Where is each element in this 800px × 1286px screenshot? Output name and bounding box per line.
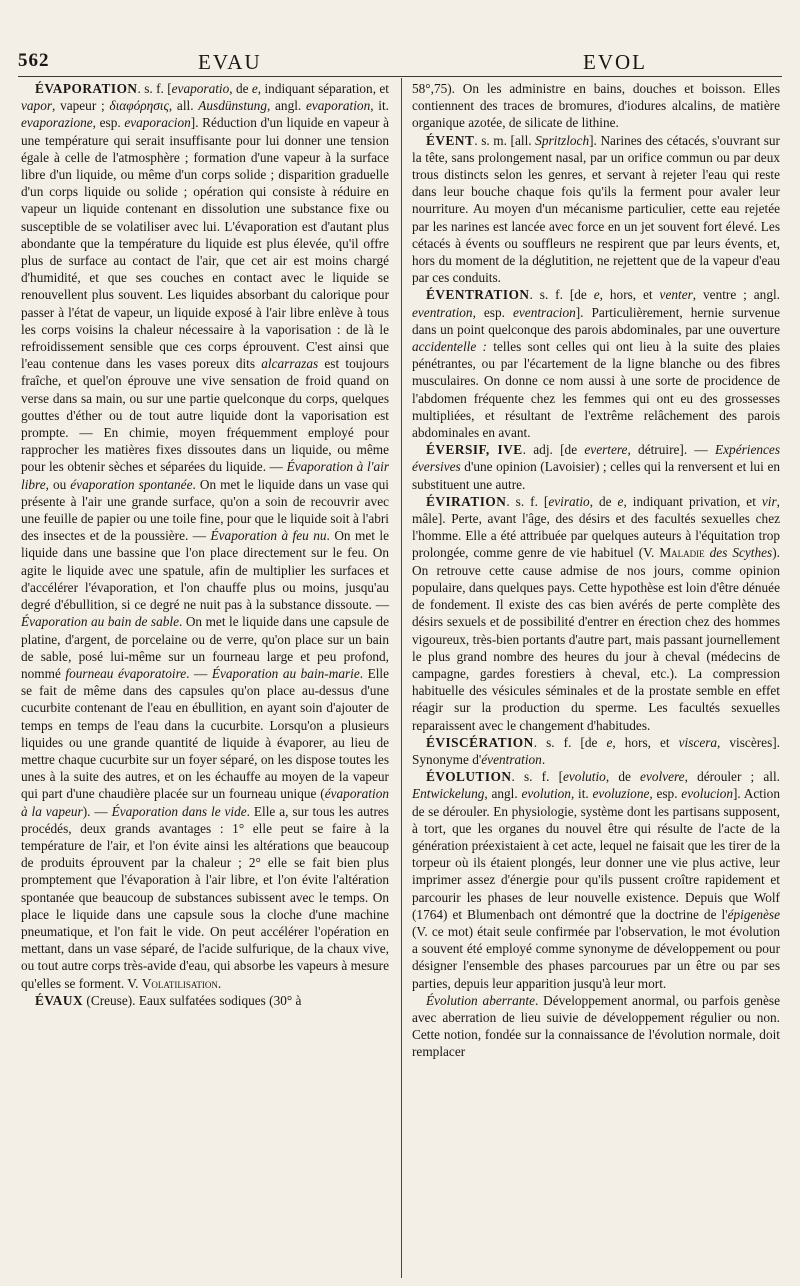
entry-eviration: ÉVIRATION. s. f. [eviratio, de e, indiquant privation, et vir, mâle]. Perte, avant l'âge, des désirs et des facultés sexuelles chez l'homme. Elle a été attribuée par quelques auteurs à l'équitation trop prolongée, comme genre de vie habituel (V. Maladie des Scythes). On retrouve cette cause admise de nos jours, comme opinion populaire, dans quelques pays. Cette hypothèse est loin d'être dénuée de fondement. Il existe des cas bien avérés de perte complète des désirs sexuels et de possibilité d'entrer en érection chez des hommes vigoureux, très-bien portants d'autre part, mais passant journellement le plus grand nombre des heures du jour à cheval (médecins de campagne, gardes forestiers à cheval, etc.). La compression habituelle des vésicules séminales et de la prostate semble en effet réagir sur la production du sperme. Les facultés sexuelles reparaissent avec le changement d'habitudes. xyxy=(412,493,780,733)
entry-evolution-aberrante: Évolution aberrante. Développement anormal, ou parfois genèse avec aberration de lieu suivie de développement régulier ou non. Cette notion, fondée sur la connaissance de l'évolution normale, doit remplacer xyxy=(412,992,780,1060)
entry-evaux-continued: 58°,75). On les administre en bains, douches et boisson. Elles contiennent des traces de bromures, d'iodures alcalins, de matière organique azotée, de silicate de lithine. xyxy=(412,81,780,131)
left-column xyxy=(21,80,389,1009)
headword-eviscération: ÉVISCÉRATION xyxy=(426,734,534,750)
headword-evaporation: ÉVAPORATION xyxy=(35,81,138,96)
entry-eviscération: ÉVISCÉRATION. s. f. [de e, hors, et viscera, viscères]. Synonyme d'éventration. xyxy=(412,734,780,767)
page-number: 562 xyxy=(18,50,50,71)
right-column xyxy=(412,80,780,1061)
entry-evaux: ÉVAUX (Creuse). Eaux sulfatées sodiques (30° à xyxy=(35,992,302,1008)
headword-evaux: ÉVAUX xyxy=(35,992,84,1008)
entry-eventration: ÉVENTRATION. s. f. [de e, hors, et venter, ventre ; angl. eventration, esp. eventracion]. Particulièrement, hernie survenue dans un point quelconque des parois abdominales, par une ouverture accidentelle : telles sont celles qui ont lieu à la suite des plaies pénétrantes, ou par l'écartement de la ligne blanche ou des fibres musculaires. On donne ce nom aussi à une sorte de procidence de l'abdomen fréquente chez les femmes qui ont eu des grossesses multipliées, et résultant de l'extrême relâchement des parois abdominales en avant. xyxy=(412,287,781,441)
headword-eventration: ÉVENTRATION xyxy=(426,287,530,303)
running-head xyxy=(18,50,782,76)
entry-event: ÉVENT. s. m. [all. Spritzloch]. Narines des cétacés, s'ouvrant sur la tête, sans prolongement nasal, par un orifice commun ou par deux trous distincts selon les genres, et servant à rejeter l'eau qui reste dans leur bouche chaque fois qu'ils la ferment pour avaler leur nourriture. Au moyen d'un mécanisme particulier, cette eau rejetée par les narines est lancée avec force en un jet souvent fort élevé. Les cétacés à évents ou souffleurs ne respirent que par leurs évents, et, hors du moment de la déglutition, ne rejettent que de la vapeur d'eau par ces conduits. xyxy=(412,132,780,286)
headword-eviration: ÉVIRATION xyxy=(426,493,507,509)
entry-evaporation: ÉVAPORATION. s. f. [evaporatio, de e, indiquant séparation, et vapor, vapeur ; διαφόρησις, all. Ausdünstung, angl. evaporation, it. evaporazione, esp. evaporacion]. Réduction d'un liquide en vapeur à une température qui serait insuffisante pour lui donner une tension égale à celle de l'atmosphère ; formation d'une vapeur à la surface libre d'un liquide, ou même d'un corps solide ; disparition graduelle d'un corps liquide ou solide ; opération qui consiste à réduire en vapeur un liquide contenant en dissolution une substance fixe ou susceptible de se volatiliser avec lui. L'évaporation est d'autant plus abondante que la température du liquide est plus élevée, qu'il offre plus de surface au contact de l'air, que cet air est moins chargé d'humidité, et que ses couches en contact avec le liquide se renouvellent plus souvent. Les liquides absorbant du calorique pour passer à l'état de vapeur, un liquide exposé à l'air libre enlève à tous les corps voisins la chaleur nécessaire à la vaporisation : de là le refroidissement sensible que ces corps éprouvent. C'est ainsi que l'eau contenue dans les vases poreux dits alcarrazas est toujours fraîche, et quel'on éprouve une vive sensation de froid quand on verse dans sa main, ou sur une partie quelconque du corps, quelques gouttes d'éther ou de tout autre liquide dont la vaporisation est prompte. — En chimie, moyen fréquemment employé pour rapprocher les matières fixes dissoutes dans un liquide, ou même pour les obtenir sèches et séparées du liquide. — Évaporation à l'air libre, ou évaporation spontanée. On met le liquide dans un vase qui présente à l'air une grande surface, qu'on a soin de recouvrir avec une feuille de papier ou une toile fine, pour que le liquide soit à l'abri des insectes et de la poussière. — Évaporation à feu nu. On met le liquide dans une bassine que l'on place directement sur le feu. On agite le liquide avec une spatule, afin de multiplier les surfaces et d'accélérer l'évaporation, et l'on chauffe plus ou moins, jusqu'au degré d'ébullition, si ce degré ne nuit pas à la substance dissoute. — Évaporation au bain de sable. On met le liquide dans une capsule de platine, d'argent, de porcelaine ou de verre, qu'on place sur un bain de sable, posé lui-même sur un fourneau large et peu profond, nommé fourneau évaporatoire. — Évaporation au bain-marie. Elle se fait de même dans des capsules qu'on place au-dessus d'une cucurbite contenant de l'eau en ébullition, en ayant soin d'ajouter de temps en temps de l'eau dans la cucurbite. Lorsqu'on a plusieurs liquides ou une grande quantité de liquide à évaporer, au lieu de mettre chaque cucurbite sur un foyer séparé, on les dispose toutes les unes à la suite des autres, et on les échauffe au moyen de la vapeur qui part d'une chaudière placée sur un fourneau unique (évaporation à la vapeur). — Évaporation dans le vide. Elle a, sur tous les autres procédés, deux grands avantages : 1° elle peut se faire à la température de l'air, et l'on évite ainsi les altérations que beaucoup de produits éprouvent par la chaleur ; 2° elle se fait bien plus promptement que l'évaporation à l'air libre, et l'on évite l'altération spontanée que beaucoup de substances subissent avec le temps. On place le liquide dans une capsule sous la cloche d'une machine pneumatique, et l'on fait le vide. On peut accélérer l'opération en mettant, dans un vase séparé, de l'acide sulfurique, de la chaux vive, ou tout autre corps très-avide d'eau, qui absorbe les vapeurs à mesure qu'elles se forment. V. Volatilisation. xyxy=(21,81,390,991)
entry-eversif: ÉVERSIF, IVE. adj. [de evertere, détruire]. — Expériences éversives d'une opinion (Lavoisier) ; celles qui la renversent et lui en substituent une autre. xyxy=(412,442,780,492)
header-rule xyxy=(18,76,782,77)
subheading-evolution-aberrante: Évolution aberrante xyxy=(426,992,535,1008)
headword-event: ÉVENT xyxy=(426,132,475,148)
running-head-right: EVOL xyxy=(583,50,647,74)
running-head-left: EVAU xyxy=(198,50,262,74)
column-divider xyxy=(401,78,402,1278)
headword-eversif: ÉVERSIF, IVE xyxy=(426,442,523,458)
entry-evolution: ÉVOLUTION. s. f. [evolutio, de evolvere, dérouler ; all. Entwickelung, angl. evolution, it. evoluzione, esp. evolucion]. Action de se dérouler. En physiologie, système dont les partisans supposent, à tort, que les organes du nouvel être qui résulte de l'acte de la génération préexistaient à cet acte, lequel ne faisait que les tirer de la torpeur où ils étaient plongés, leur donner une vie plus active, leur imprimer assez d'énergie pour qu'ils pussent croître rapidement et parcourir les phases de leur nouvelle existence. Depuis que Wolf (1764) et Blumenbach ont démontré que la doctrine de l'épigenèse (V. ce mot) était seule confirmée par l'observation, le mot évolution a souvent été employé comme synonyme de développement ou pour désigner l'ensemble des phases parcourues par un être ou par ses parties, depuis leur apparition jusqu'à leur mort. xyxy=(412,769,781,991)
headword-evolution: ÉVOLUTION xyxy=(426,769,512,785)
